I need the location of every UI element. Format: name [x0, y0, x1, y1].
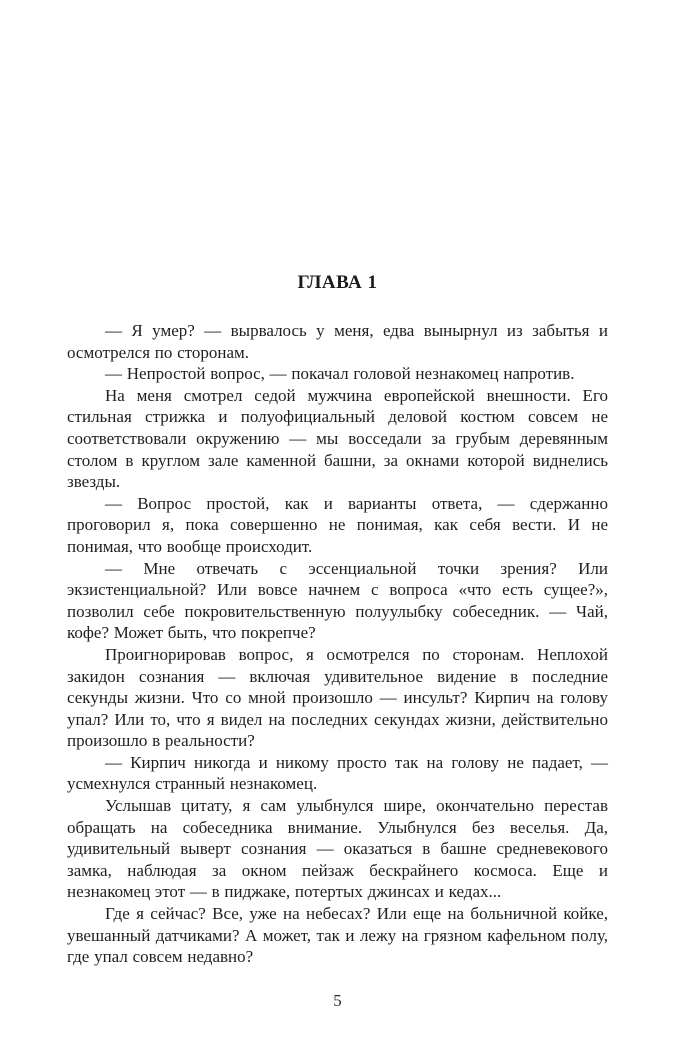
page-number: 5 — [333, 991, 342, 1010]
chapter-heading: ГЛАВА 1 — [297, 272, 378, 293]
paragraph: — Вопрос простой, как и варианты ответа, — сдержанно проговорил я, пока совершенно не понимая, как себя вести. И не понимая, что вообще происходит. — [67, 493, 608, 556]
paragraph: — Кирпич никогда и никому просто так на голову не падает, — усмехнулся странный незнакомец. — [67, 752, 608, 794]
page-body — [67, 320, 608, 968]
paragraph: Проигнорировав вопрос, я осмотрелся по сторонам. Неплохой закидон сознания — включая удивительное видение в последние секунды жизни. Что со мной произошло — инсульт? Кирпич на голову упал? Или то, что я видел на последних секундах жизни, действительно произошло в реальности? — [67, 644, 608, 751]
paragraph: Услышав цитату, я сам улыбнулся шире, окончательно перестав обращать на собеседника внимание. Улыбнулся без веселья. Да, удивительный выверт сознания — оказаться в башне средневекового замка, наблюдая за окном пейзаж бескрайнего космоса. Еще и незнакомец этот — в пиджаке, потертых джинсах и кедах... — [67, 796, 608, 902]
paragraph: — Я умер? — вырвалось у меня, едва вынырнул из забытья и осмотрелся по сторонам. — [67, 321, 608, 362]
paragraph: — Мне отвечать с эссенциальной точки зрения? Или экзистенциальной? Или вовсе начнем с вопроса «что есть сущее?», позволил себе покровительственную полуулыбку собеседник. — Чай, кофе? Может быть, что покрепче? — [67, 558, 608, 643]
paragraph: Где я сейчас? Все, уже на небесах? Или еще на больничной койке, увешанный датчиками? А может, так и лежу на грязном кафельном полу, где упал совсем недавно? — [67, 904, 608, 967]
paragraph: — Непростой вопрос, — покачал головой незнакомец напротив. — [105, 364, 575, 384]
paragraph: На меня смотрел седой мужчина европейской внешности. Его стильная стрижка и полуофициальный деловой костюм совсем не соответствовали окружению — мы восседали за грубым деревянным столом в круглом зале каменной башни, за окнами которой виднелись звезды. — [67, 385, 608, 492]
